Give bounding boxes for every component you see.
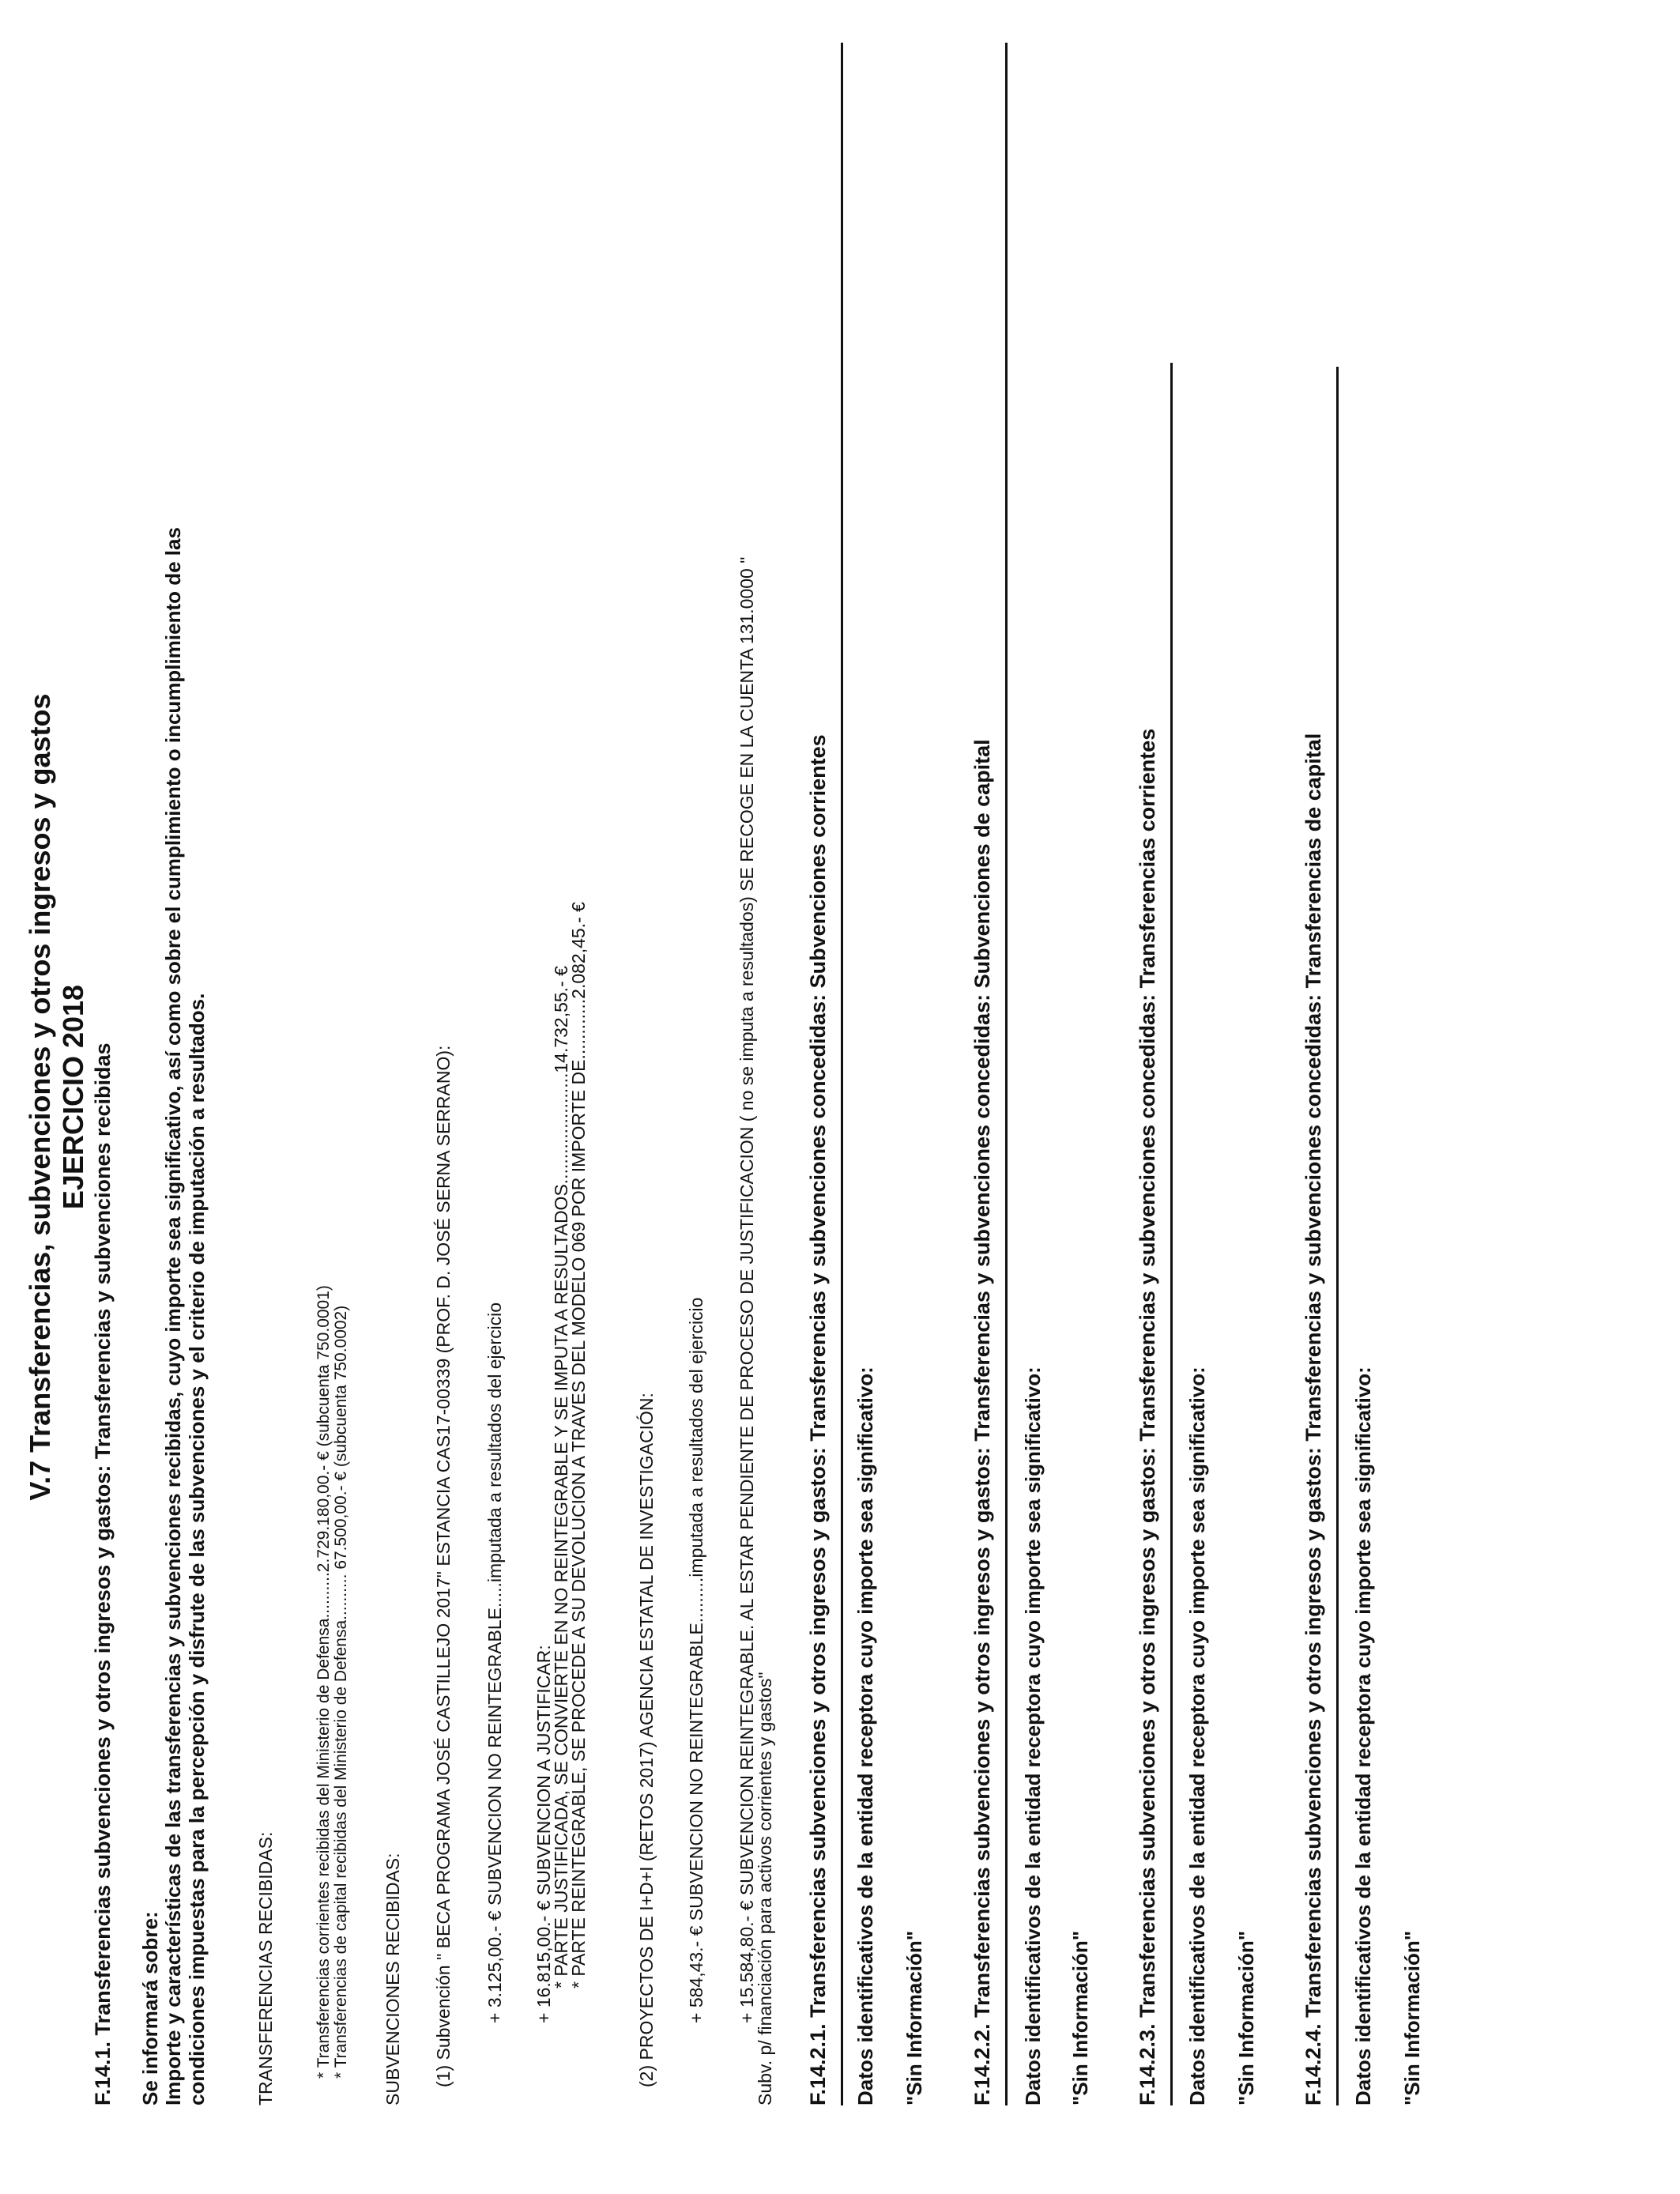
section-heading-f141: F.14.1. Transferencias subvenciones y otros ingresos y gastos: Transferencias y subvenciones recibidas xyxy=(91,1042,115,2105)
transfer-line: * Transferencias de capital recibidas del Ministerio de Defensa.......... 67.500,00.- € (subcuenta 750.0002) xyxy=(332,1305,350,2079)
fiscal-year: EJERCICIO 2018 xyxy=(57,984,89,1210)
receptor-label: Datos identificativos de la entidad receptora cuyo importe sea significativo: xyxy=(1021,1367,1045,2105)
no-info-value: "Sin Información" xyxy=(1234,1930,1258,2105)
no-info-value: "Sin Información" xyxy=(1400,1930,1424,2105)
intro-line: condiciones impuestas para la percepción y disfrute de las subvenciones y el criterio de imputación a resultados. xyxy=(185,993,209,2105)
grants-title: SUBVENCIONES RECIBIDAS: xyxy=(382,1853,403,2105)
grant-subdetail: * PARTE REINTEGRABLE, SE PROCEDE A SU DEVOLUCION A TRAVES DEL MODELO 069 POR IMPORTE DE............2.082,45.- € xyxy=(568,902,589,1989)
grant-detail: + 15.584,80.- € SUBVENCION REINTEGRABLE. AL ESTAR PENDIENTE DE PROCESO DE JUSTIFICACION ( no se imputa a resultados) SE RECOGE EN LA CUENTA 131.0000 " xyxy=(736,556,757,2023)
receptor-label: Datos identificativos de la entidad receptora cuyo importe sea significativo: xyxy=(1351,1367,1375,2105)
receptor-label: Datos identificativos de la entidad receptora cuyo importe sea significativo: xyxy=(1185,1367,1209,2105)
section-heading-f1422: F.14.2.2. Transferencias subvenciones y otros ingresos y gastos: Transferencias y subvenciones concedidas: Subvenciones de capital xyxy=(970,739,994,2105)
intro-line: Importe y características de las transferencias y subvenciones recibidas, cuyo importe sea significativo, así como sobre el cumplimiento o incumplimiento de las xyxy=(161,527,185,2105)
transfers-title: TRANSFERENCIAS RECIBIDAS: xyxy=(255,1831,276,2105)
section-rule xyxy=(1170,363,1173,2105)
intro-line: Se informará sobre: xyxy=(138,1911,162,2105)
section-rule xyxy=(841,43,843,2105)
grant-detail: + 3.125,00.- € SUBVENCION NO REINTEGRABLE.....imputada a resultados del ejercicio xyxy=(484,1302,505,2023)
transfer-line: * Transferencias corrientes recibidas del Ministerio de Defensa..........2.729.180,00.- € (subcuenta 750.0001) xyxy=(315,1285,333,2079)
grant-detail: Subv. p/ financiación para activos corrientes y gastos" xyxy=(755,1672,775,2105)
grant-subdetail: * PARTE JUSTIFICADA, SE CONVIERTE EN NO REINTEGRABLE Y SE IMPUTA A RESULTADOS......................14.732,55.- € xyxy=(551,966,571,1989)
no-info-value: "Sin Información" xyxy=(1068,1930,1092,2105)
section-heading-f1421: F.14.2.1. Transferencias subvenciones y otros ingresos y gastos: Transferencias y subvenciones concedidas: Subvenciones corrientes xyxy=(806,734,830,2105)
no-info-value: "Sin Información" xyxy=(902,1930,926,2105)
section-rule xyxy=(1005,43,1008,2105)
section-rule xyxy=(1336,367,1339,2105)
grant-detail: + 16.815,00.- € SUBVENCION A JUSTIFICAR: xyxy=(533,1645,554,2023)
grant-item: (1) Subvención " BECA PROGRAMA JOSÉ CASTILLEJO 2017" ESTANCIA CAS17-00339 (PROF. D. JOSÉ SERNA SERRANO): xyxy=(433,1045,454,2087)
grant-detail: + 584,43.- € SUBVENCION NO REINTEGRABLE.........imputada a resultados del ejercicio xyxy=(686,1297,706,2023)
receptor-label: Datos identificativos de la entidad receptora cuyo importe sea significativo: xyxy=(853,1367,877,2105)
page-title: V.7 Transferencias, subvenciones y otros ingresos y gastos xyxy=(24,693,56,1501)
grant-item: (2) PROYECTOS DE I+D+I (RETOS 2017) AGENCIA ESTATAL DE INVESTIGACIÓN: xyxy=(636,1393,657,2087)
section-heading-f1424: F.14.2.4. Transferencias subvenciones y otros ingresos y gastos: Transferencias y subvenciones concedidas: Transferencias de capital xyxy=(1301,733,1325,2105)
section-heading-f1423: F.14.2.3. Transferencias subvenciones y otros ingresos y gastos: Transferencias y subvenciones concedidas: Transferencias corrientes xyxy=(1136,728,1159,2105)
